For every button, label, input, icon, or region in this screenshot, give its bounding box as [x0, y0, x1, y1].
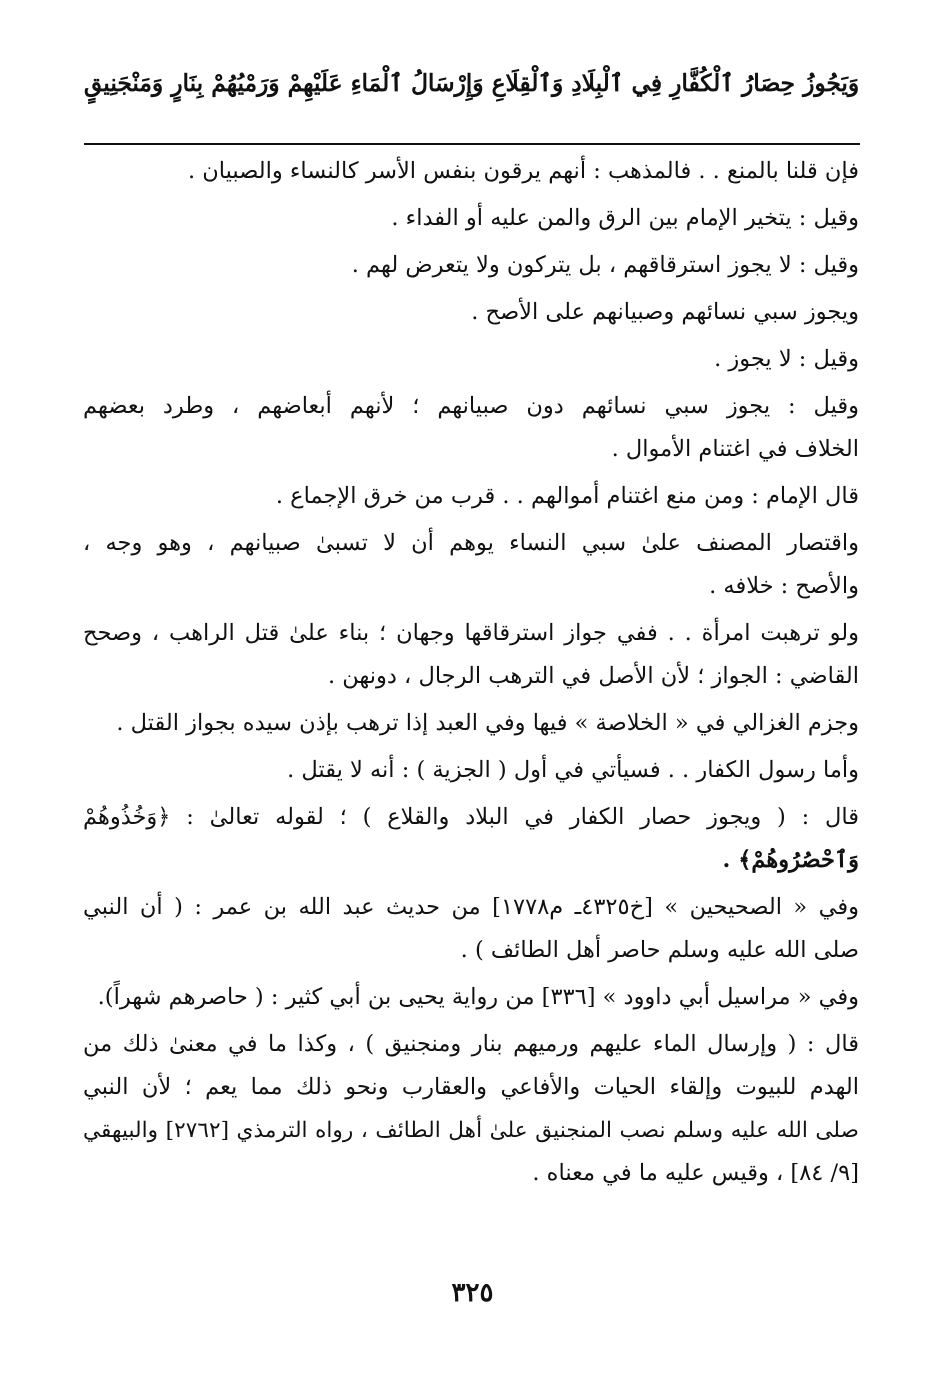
- paragraph: [83, 522, 859, 608]
- paragraph: [83, 612, 859, 698]
- text-line: والأصح : خلافه .: [709, 573, 859, 599]
- text-line: الخلاف في اغتنام الأموال .: [611, 436, 859, 462]
- body-text: [83, 150, 859, 1199]
- text-line: وقيل : لا يجوز .: [714, 346, 859, 372]
- text-line: فإن قلنا بالمنع . . فالمذهب : أنهم يرقون بنفس الأسر كالنساء والصبيان .: [187, 158, 859, 184]
- text-line: القاضي : الجواز ؛ لأن الأصل في الترهب الرجال ، دونهن .: [327, 663, 859, 689]
- paragraph: [83, 197, 859, 240]
- paragraph: [83, 1023, 859, 1195]
- paragraph: [83, 150, 859, 193]
- text-line: وجزم الغزالي في « الخلاصة » فيها وفي العبد إذا ترهب بإذن سيده بجواز القتل .: [116, 710, 859, 736]
- text-line: [٩/ ٨٤] ، وقيس عليه ما في معناه .: [532, 1160, 859, 1186]
- text-line: صلى الله عليه وسلم نصب المنجنيق علىٰ أهل الطائف ، رواه الترمذي [٢٧٦٢] والبيهقي: [83, 1118, 859, 1143]
- paragraph: [83, 291, 859, 334]
- paragraph: [83, 702, 859, 745]
- paragraph: [83, 976, 859, 1019]
- quran-verse-line: وَٱحْصُرُوهُمْ﴾ .: [722, 847, 859, 873]
- paragraph: [83, 796, 859, 882]
- header-divider: [84, 143, 860, 145]
- text-line: صلى الله عليه وسلم حاصر أهل الطائف ) .: [460, 937, 859, 963]
- text-line: وفي « مراسيل أبي داوود » [٣٣٦] من رواية يحيى بن أبي كثير : ( حاصرهم شهراً).: [97, 984, 859, 1010]
- paragraph: [83, 338, 859, 381]
- text-line: وقيل : يتخير الإمام بين الرق والمن عليه أو الفداء .: [391, 205, 859, 231]
- page-number: ٣٢٥: [451, 1278, 494, 1308]
- text-line: ولو ترهبت امرأة . . ففي جواز استرقاقها وجهان ؛ بناء علىٰ قتل الراهب ، وصحح: [83, 620, 859, 646]
- text-line: وفي « الصحيحين » [خ٤٣٢٥ـ م١٧٧٨] من حديث عبد الله بن عمر : ( أن النبي: [83, 894, 859, 920]
- text-line: واقتصار المصنف علىٰ سبي النساء يوهم أن لا تسبىٰ صبيانهم ، وهو وجه ،: [83, 530, 859, 556]
- paragraph: [83, 475, 859, 518]
- paragraph: [83, 385, 859, 471]
- paragraph: [83, 886, 859, 972]
- text-line: الهدم للبيوت وإلقاء الحيات والأفاعي والعقارب ونحو ذلك مما يعم ؛ لأن النبي: [83, 1074, 859, 1100]
- text-line: قال : ( وإرسال الماء عليهم ورميهم بنار ومنجنيق ) ، وكذا ما في معنىٰ ذلك من: [83, 1031, 859, 1057]
- paragraph: [83, 244, 859, 287]
- text-line: وقيل : لا يجوز استرقاقهم ، بل يتركون ولا يتعرض لهم .: [351, 252, 859, 278]
- text-line: وأما رسول الكفار . . فسيأتي في أول ( الجزية ) : أنه لا يقتل .: [287, 757, 859, 783]
- text-line: ويجوز سبي نسائهم وصبيانهم على الأصح .: [471, 299, 859, 325]
- running-head: وَيَجُوزُ حِصَارُ ٱلْكُفَّارِ فِي ٱلْبِلَادِ وَٱلْقِلَاعِ وَإِرْسَالُ ٱلْمَاءِ عَلَيْهِمْ وَرَمْيُهُمْ بِنَارٍ وَمَنْجَنِيقٍ: [83, 70, 860, 97]
- text-line: قال : ( ويجوز حصار الكفار في البلاد والقلاع ) ؛ لقوله تعالىٰ : ﴿وَخُذُوهُمْ: [83, 804, 859, 830]
- text-line: قال الإمام : ومن منع اغتنام أموالهم . . قرب من خرق الإجماع .: [275, 483, 859, 509]
- text-line: وقيل : يجوز سبي نسائهم دون صبيانهم ؛ لأنهم أبعاضهم ، وطرد بعضهم: [83, 393, 859, 419]
- paragraph: [83, 749, 859, 792]
